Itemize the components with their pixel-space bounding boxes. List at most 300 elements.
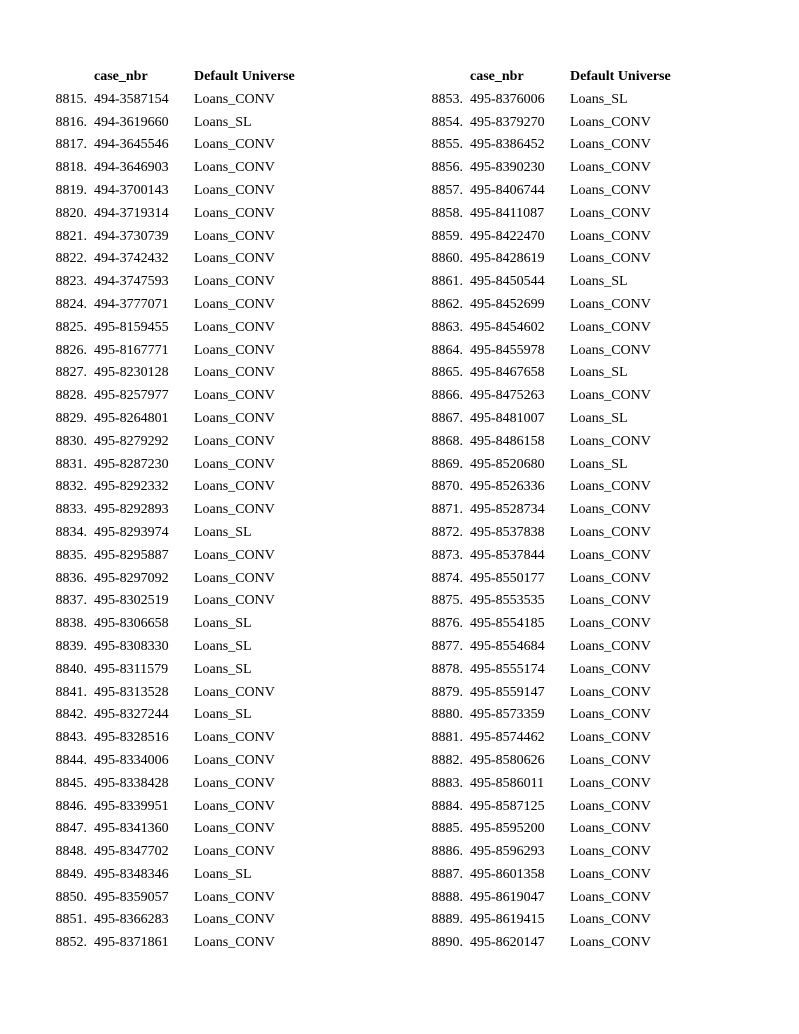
table-row [424, 750, 710, 773]
table-row [424, 89, 710, 112]
table-row [424, 659, 710, 682]
case-nbr-cell: 495-8390230 [470, 160, 545, 176]
case-nbr-cell: 495-8450544 [470, 274, 545, 290]
row-index: 8861. [431, 274, 463, 290]
case-nbr-cell: 495-8297092 [94, 570, 169, 586]
case-nbr-cell: 495-8454602 [470, 319, 545, 335]
row-index: 8888. [431, 889, 463, 905]
table-row [48, 704, 334, 727]
universe-cell: Loans_CONV [570, 388, 651, 404]
case-nbr-cell: 495-8348346 [94, 866, 169, 882]
universe-cell: Loans_SL [194, 616, 252, 632]
case-nbr-cell: 495-8587125 [470, 798, 545, 814]
row-index: 8883. [431, 775, 463, 791]
row-index: 8882. [431, 752, 463, 768]
row-index: 8826. [55, 342, 87, 358]
table-row [48, 773, 334, 796]
case-nbr-cell: 495-8334006 [94, 752, 169, 768]
universe-cell: Loans_CONV [194, 342, 275, 358]
table-row [48, 864, 334, 887]
case-nbr-cell: 494-3742432 [94, 251, 169, 267]
universe-cell: Loans_CONV [570, 319, 651, 335]
case-nbr-cell: 495-8257977 [94, 388, 169, 404]
case-nbr-cell: 495-8481007 [470, 410, 545, 426]
case-nbr-cell: 495-8293974 [94, 524, 169, 540]
table-row [48, 682, 334, 705]
case-nbr-cell: 495-8339951 [94, 798, 169, 814]
row-index: 8836. [55, 570, 87, 586]
row-index: 8860. [431, 251, 463, 267]
table-row [424, 522, 710, 545]
table-row [48, 636, 334, 659]
row-index: 8835. [55, 547, 87, 563]
universe-cell: Loans_CONV [194, 274, 275, 290]
universe-cell: Loans_CONV [570, 730, 651, 746]
table-row [48, 134, 334, 157]
universe-cell: Loans_SL [194, 707, 252, 723]
row-index: 8824. [55, 296, 87, 312]
row-index: 8844. [55, 752, 87, 768]
case-nbr-cell: 495-8475263 [470, 388, 545, 404]
row-index: 8878. [431, 661, 463, 677]
universe-cell: Loans_CONV [570, 251, 651, 267]
universe-cell: Loans_CONV [194, 251, 275, 267]
universe-cell: Loans_CONV [194, 798, 275, 814]
case-nbr-cell: 495-8467658 [470, 365, 545, 381]
row-index: 8815. [55, 91, 87, 107]
row-index: 8845. [55, 775, 87, 791]
table-row [424, 590, 710, 613]
universe-cell: Loans_SL [570, 274, 628, 290]
row-index: 8847. [55, 821, 87, 837]
row-index: 8816. [55, 114, 87, 130]
row-index: 8889. [431, 912, 463, 928]
row-index: 8840. [55, 661, 87, 677]
table-row [48, 271, 334, 294]
case-nbr-cell: 495-8574462 [470, 730, 545, 746]
row-index: 8822. [55, 251, 87, 267]
universe-cell: Loans_CONV [570, 524, 651, 540]
table-row [424, 727, 710, 750]
universe-cell: Loans_SL [194, 114, 252, 130]
table-row [48, 294, 334, 317]
case-nbr-cell: 495-8455978 [470, 342, 545, 358]
universe-cell: Loans_CONV [570, 114, 651, 130]
row-index: 8881. [431, 730, 463, 746]
case-nbr-cell: 495-8586011 [470, 775, 545, 791]
case-nbr-cell: 495-8619047 [470, 889, 545, 905]
universe-cell: Loans_CONV [194, 296, 275, 312]
row-index: 8819. [55, 182, 87, 198]
row-index: 8849. [55, 866, 87, 882]
row-index: 8856. [431, 160, 463, 176]
universe-cell: Loans_CONV [194, 502, 275, 518]
row-index: 8876. [431, 616, 463, 632]
table-row [424, 682, 710, 705]
listing-left-rows [48, 89, 334, 955]
table-row [424, 636, 710, 659]
case-nbr-cell: 495-8295887 [94, 547, 169, 563]
table-row [48, 818, 334, 841]
universe-cell: Loans_CONV [194, 593, 275, 609]
default-universe-header: Default Universe [194, 69, 295, 84]
case-nbr-cell: 495-8379270 [470, 114, 545, 130]
universe-cell: Loans_CONV [570, 296, 651, 312]
case-nbr-cell: 495-8308330 [94, 638, 169, 654]
table-row [48, 727, 334, 750]
row-index: 8842. [55, 707, 87, 723]
universe-cell: Loans_CONV [194, 547, 275, 563]
index-header [48, 66, 94, 89]
universe-cell: Loans_CONV [194, 844, 275, 860]
table-row [424, 864, 710, 887]
universe-cell: Loans_CONV [194, 182, 275, 198]
row-index: 8823. [55, 274, 87, 290]
row-index: 8818. [55, 160, 87, 176]
table-row [424, 317, 710, 340]
table-row [424, 613, 710, 636]
row-index: 8877. [431, 638, 463, 654]
table-row [424, 408, 710, 431]
case-nbr-cell: 494-3645546 [94, 137, 169, 153]
case-nbr-cell: 495-8422470 [470, 228, 545, 244]
table-row [48, 932, 334, 955]
row-index: 8848. [55, 844, 87, 860]
universe-cell: Loans_SL [194, 524, 252, 540]
case-nbr-cell: 495-8619415 [470, 912, 545, 928]
row-index: 8871. [431, 502, 463, 518]
case-nbr-cell: 495-8327244 [94, 707, 169, 723]
case-nbr-cell: 494-3719314 [94, 205, 169, 221]
table-row [48, 750, 334, 773]
case-nbr-cell: 495-8159455 [94, 319, 169, 335]
case-nbr-cell: 495-8601358 [470, 866, 545, 882]
table-row [424, 796, 710, 819]
universe-cell: Loans_CONV [570, 570, 651, 586]
case-nbr-cell: 495-8371861 [94, 935, 169, 951]
universe-cell: Loans_CONV [194, 91, 275, 107]
universe-cell: Loans_CONV [194, 365, 275, 381]
case-nbr-cell: 494-3730739 [94, 228, 169, 244]
table-row [48, 112, 334, 135]
case-nbr-cell: 495-8292332 [94, 479, 169, 495]
row-index: 8839. [55, 638, 87, 654]
universe-cell: Loans_CONV [570, 160, 651, 176]
universe-cell: Loans_SL [194, 661, 252, 677]
row-index: 8867. [431, 410, 463, 426]
table-row [48, 522, 334, 545]
table-row [48, 248, 334, 271]
row-index: 8880. [431, 707, 463, 723]
row-index: 8874. [431, 570, 463, 586]
universe-cell: Loans_CONV [194, 752, 275, 768]
universe-cell: Loans_CONV [194, 319, 275, 335]
row-index: 8831. [55, 456, 87, 472]
table-row [48, 408, 334, 431]
universe-cell: Loans_CONV [194, 479, 275, 495]
table-row [424, 134, 710, 157]
table-row [424, 818, 710, 841]
case-nbr-cell: 495-8311579 [94, 661, 169, 677]
universe-cell: Loans_CONV [570, 479, 651, 495]
case-nbr-cell: 495-8230128 [94, 365, 169, 381]
table-row [424, 841, 710, 864]
listing-right-column [424, 66, 710, 955]
case-nbr-cell: 495-8292893 [94, 502, 169, 518]
case-nbr-cell: 495-8347702 [94, 844, 169, 860]
case-nbr-cell: 495-8452699 [470, 296, 545, 312]
case-nbr-cell: 494-3777071 [94, 296, 169, 312]
case-nbr-cell: 495-8553535 [470, 593, 545, 609]
row-index: 8850. [55, 889, 87, 905]
row-index: 8869. [431, 456, 463, 472]
universe-cell: Loans_CONV [570, 342, 651, 358]
table-row [48, 385, 334, 408]
row-index: 8833. [55, 502, 87, 518]
universe-cell: Loans_SL [570, 456, 628, 472]
row-index: 8838. [55, 616, 87, 632]
universe-cell: Loans_CONV [570, 821, 651, 837]
universe-cell: Loans_CONV [194, 160, 275, 176]
case-nbr-cell: 494-3700143 [94, 182, 169, 198]
case-nbr-cell: 495-8328516 [94, 730, 169, 746]
universe-cell: Loans_CONV [570, 707, 651, 723]
case-nbr-cell: 494-3646903 [94, 160, 169, 176]
universe-cell: Loans_CONV [194, 775, 275, 791]
universe-cell: Loans_CONV [570, 912, 651, 928]
row-index: 8864. [431, 342, 463, 358]
table-row [48, 887, 334, 910]
table-row [424, 271, 710, 294]
table-row [424, 704, 710, 727]
case-nbr-cell: 495-8428619 [470, 251, 545, 267]
table-row [424, 248, 710, 271]
universe-cell: Loans_CONV [570, 616, 651, 632]
case-nbr-header: case_nbr [94, 69, 148, 84]
row-index: 8853. [431, 91, 463, 107]
universe-cell: Loans_CONV [570, 182, 651, 198]
table-row [424, 385, 710, 408]
table-row [48, 796, 334, 819]
row-index: 8887. [431, 866, 463, 882]
universe-cell: Loans_CONV [570, 593, 651, 609]
universe-cell: Loans_CONV [194, 388, 275, 404]
case-nbr-cell: 495-8550177 [470, 570, 545, 586]
table-row [48, 431, 334, 454]
row-index: 8865. [431, 365, 463, 381]
universe-cell: Loans_CONV [194, 730, 275, 746]
row-index: 8817. [55, 137, 87, 153]
table-row [424, 294, 710, 317]
case-nbr-cell: 495-8573359 [470, 707, 545, 723]
universe-cell: Loans_CONV [194, 570, 275, 586]
case-nbr-cell: 495-8406744 [470, 182, 545, 198]
row-index: 8866. [431, 388, 463, 404]
universe-cell: Loans_CONV [570, 684, 651, 700]
universe-cell: Loans_SL [194, 866, 252, 882]
table-row [424, 112, 710, 135]
table-row [424, 909, 710, 932]
table-row [424, 362, 710, 385]
row-index: 8843. [55, 730, 87, 746]
universe-cell: Loans_CONV [194, 410, 275, 426]
table-row [48, 476, 334, 499]
case-nbr-cell: 495-8537838 [470, 524, 545, 540]
universe-cell: Loans_SL [194, 638, 252, 654]
table-row [48, 841, 334, 864]
universe-cell: Loans_CONV [194, 889, 275, 905]
table-row [48, 340, 334, 363]
listing-left-column [48, 66, 334, 955]
universe-cell: Loans_CONV [570, 661, 651, 677]
row-index: 8830. [55, 433, 87, 449]
row-index: 8857. [431, 182, 463, 198]
listing-right-rows [424, 89, 710, 955]
case-nbr-cell: 495-8596293 [470, 844, 545, 860]
row-index: 8875. [431, 593, 463, 609]
row-index: 8859. [431, 228, 463, 244]
row-index: 8829. [55, 410, 87, 426]
case-nbr-cell: 495-8411087 [470, 205, 545, 221]
row-index: 8825. [55, 319, 87, 335]
row-index: 8834. [55, 524, 87, 540]
table-row [48, 203, 334, 226]
row-index: 8827. [55, 365, 87, 381]
universe-cell: Loans_CONV [194, 935, 275, 951]
universe-cell: Loans_CONV [194, 912, 275, 928]
case-nbr-cell: 495-8386452 [470, 137, 545, 153]
case-nbr-cell: 495-8486158 [470, 433, 545, 449]
table-row [424, 203, 710, 226]
universe-cell: Loans_CONV [570, 205, 651, 221]
row-index: 8820. [55, 205, 87, 221]
case-nbr-cell: 495-8376006 [470, 91, 545, 107]
universe-cell: Loans_CONV [570, 638, 651, 654]
table-row [48, 157, 334, 180]
case-nbr-cell: 495-8537844 [470, 547, 545, 563]
universe-cell: Loans_CONV [570, 547, 651, 563]
row-index: 8868. [431, 433, 463, 449]
universe-cell: Loans_SL [570, 365, 628, 381]
universe-cell: Loans_CONV [194, 684, 275, 700]
case-nbr-cell: 495-8555174 [470, 661, 545, 677]
case-nbr-cell: 495-8554185 [470, 616, 545, 632]
case-nbr-cell: 495-8306658 [94, 616, 169, 632]
table-row [48, 613, 334, 636]
row-index: 8821. [55, 228, 87, 244]
row-index: 8855. [431, 137, 463, 153]
table-row [48, 499, 334, 522]
table-row [424, 476, 710, 499]
universe-cell: Loans_CONV [570, 866, 651, 882]
row-index: 8851. [55, 912, 87, 928]
case-nbr-cell: 494-3587154 [94, 91, 169, 107]
universe-cell: Loans_CONV [194, 228, 275, 244]
table-row [48, 317, 334, 340]
case-nbr-cell: 494-3747593 [94, 274, 169, 290]
header-row [424, 66, 710, 89]
row-index: 8828. [55, 388, 87, 404]
table-row [48, 909, 334, 932]
case-nbr-header: case_nbr [470, 69, 524, 84]
case-nbr-cell: 495-8620147 [470, 935, 545, 951]
table-row [48, 362, 334, 385]
table-row [424, 932, 710, 955]
table-row [48, 568, 334, 591]
row-index: 8885. [431, 821, 463, 837]
row-index: 8884. [431, 798, 463, 814]
default-universe-header: Default Universe [570, 69, 671, 84]
table-row [48, 226, 334, 249]
case-nbr-cell: 495-8595200 [470, 821, 545, 837]
row-index: 8890. [431, 935, 463, 951]
row-index: 8870. [431, 479, 463, 495]
table-row [48, 545, 334, 568]
table-row [424, 568, 710, 591]
universe-cell: Loans_CONV [194, 821, 275, 837]
table-row [48, 590, 334, 613]
table-row [48, 89, 334, 112]
case-nbr-cell: 495-8526336 [470, 479, 545, 495]
universe-cell: Loans_CONV [194, 433, 275, 449]
row-index: 8854. [431, 114, 463, 130]
case-nbr-cell: 495-8264801 [94, 410, 169, 426]
universe-cell: Loans_SL [570, 410, 628, 426]
table-row [424, 499, 710, 522]
universe-cell: Loans_CONV [570, 935, 651, 951]
case-nbr-cell: 495-8559147 [470, 684, 545, 700]
table-row [424, 340, 710, 363]
table-row [424, 180, 710, 203]
universe-cell: Loans_CONV [570, 798, 651, 814]
table-row [424, 226, 710, 249]
index-header [424, 66, 470, 89]
row-index: 8841. [55, 684, 87, 700]
case-nbr-cell: 495-8338428 [94, 775, 169, 791]
universe-cell: Loans_CONV [194, 205, 275, 221]
case-nbr-cell: 495-8520680 [470, 456, 545, 472]
case-nbr-cell: 495-8359057 [94, 889, 169, 905]
row-index: 8832. [55, 479, 87, 495]
table-row [424, 431, 710, 454]
table-row [424, 887, 710, 910]
universe-cell: Loans_SL [570, 91, 628, 107]
universe-cell: Loans_CONV [570, 433, 651, 449]
row-index: 8837. [55, 593, 87, 609]
case-nbr-cell: 495-8366283 [94, 912, 169, 928]
table-row [48, 180, 334, 203]
row-index: 8852. [55, 935, 87, 951]
row-index: 8872. [431, 524, 463, 540]
table-row [424, 454, 710, 477]
universe-cell: Loans_CONV [194, 137, 275, 153]
universe-cell: Loans_CONV [570, 889, 651, 905]
universe-cell: Loans_CONV [194, 456, 275, 472]
table-row [48, 454, 334, 477]
case-nbr-cell: 495-8313528 [94, 684, 169, 700]
case-nbr-cell: 495-8341360 [94, 821, 169, 837]
row-index: 8879. [431, 684, 463, 700]
row-index: 8886. [431, 844, 463, 860]
case-nbr-cell: 495-8554684 [470, 638, 545, 654]
row-index: 8863. [431, 319, 463, 335]
case-nbr-cell: 495-8167771 [94, 342, 169, 358]
universe-cell: Loans_CONV [570, 752, 651, 768]
case-nbr-cell: 495-8287230 [94, 456, 169, 472]
case-nbr-cell: 495-8279292 [94, 433, 169, 449]
table-row [424, 157, 710, 180]
table-row [424, 773, 710, 796]
